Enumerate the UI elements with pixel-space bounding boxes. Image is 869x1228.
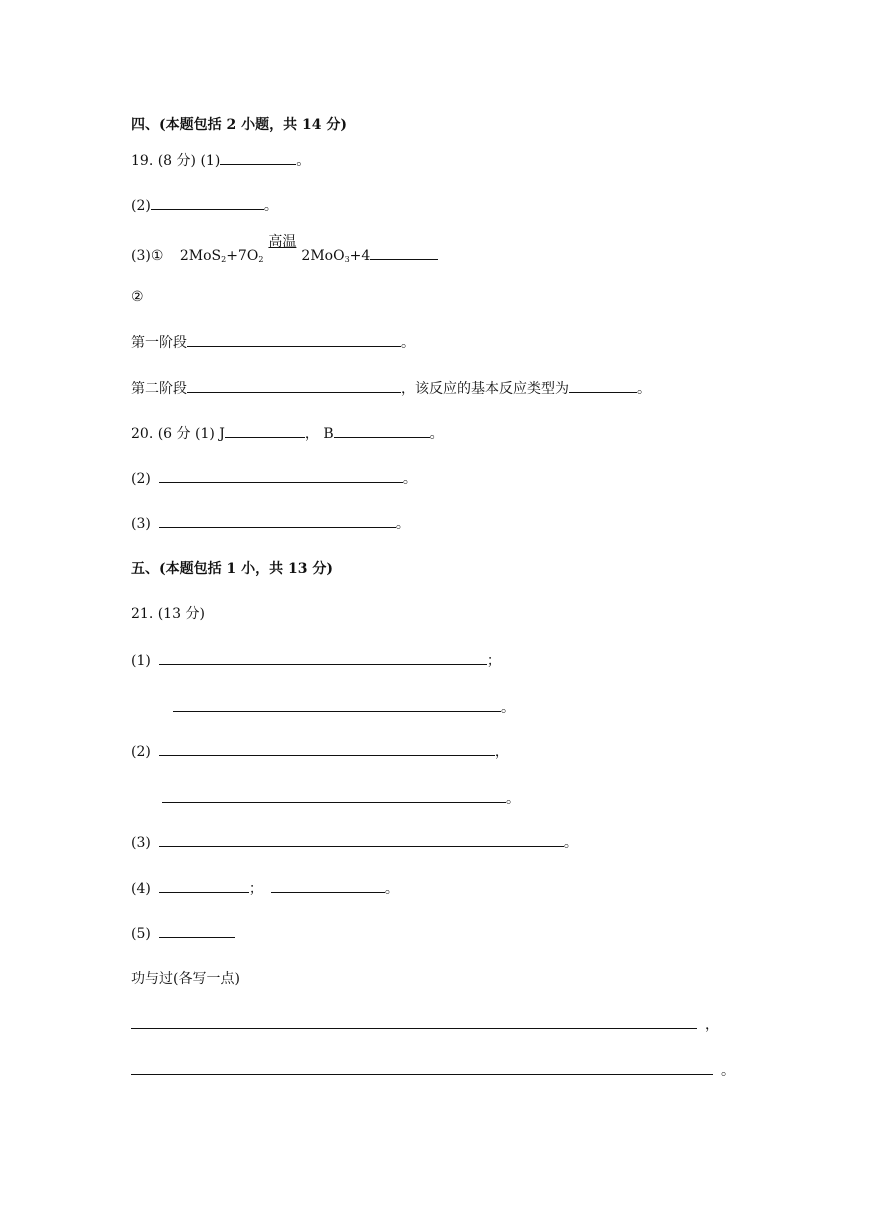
punct: ， (494, 744, 509, 760)
stage2-label: 第二阶段 (131, 381, 187, 397)
stage1-label: 第一阶段 (131, 335, 187, 351)
q21-merit-line-2 (131, 1060, 735, 1081)
punct: 。 (401, 335, 415, 351)
eq-reactant-2: +7O (226, 248, 259, 264)
q20-part3 (131, 513, 410, 534)
q21-part1b (173, 697, 515, 718)
q19-label: 19. (8 分) (1) (131, 153, 221, 169)
punct: ， (705, 1017, 719, 1033)
q19-3-blank[interactable] (370, 245, 438, 260)
q21-merit-label: 功与过(各写一点) (131, 971, 240, 987)
eq-sub: 2 (258, 255, 264, 264)
q21-1b-blank[interactable] (173, 697, 501, 712)
equation (179, 234, 438, 264)
punct: ； (486, 653, 501, 669)
q19-2-label: (2) (131, 198, 151, 214)
q21-1-blank[interactable] (159, 650, 487, 665)
eq-reactant-1: 2MoS (179, 248, 222, 264)
q21-4-label: (4) (131, 881, 151, 897)
q21-3-blank[interactable] (159, 832, 564, 847)
q19-3b-label: ② (131, 289, 144, 305)
q21-4b-blank[interactable] (271, 878, 385, 893)
q21-1-label: (1) (131, 653, 151, 669)
reaction-type-blank[interactable] (569, 378, 637, 393)
q19-part3 (131, 234, 438, 270)
q19-1-blank[interactable] (220, 150, 296, 165)
q20-j-blank[interactable] (225, 423, 305, 438)
punct: 。 (395, 516, 410, 532)
fault-blank[interactable] (131, 1060, 713, 1075)
q21-part1 (131, 650, 501, 671)
q19-part1 (131, 150, 310, 171)
q20-label: 20. (6 分 (1) J (131, 426, 225, 442)
reaction-condition (263, 234, 301, 266)
q21-5-label: (5) (131, 926, 151, 942)
q20-b-label: ， B (304, 426, 334, 442)
q21-2-blank[interactable] (159, 741, 495, 756)
q20-2-label: (2) (131, 471, 151, 487)
q21-5-blank[interactable] (159, 923, 235, 938)
punct: 。 (637, 381, 651, 397)
merit-blank[interactable] (131, 1014, 697, 1029)
punct: 。 (384, 881, 399, 897)
q21-part2 (131, 741, 509, 762)
q21-part3 (131, 832, 578, 853)
q20-part1 (131, 423, 444, 444)
punct: 。 (429, 426, 444, 442)
q21-merit-line-1 (131, 1014, 719, 1035)
q20-part2 (131, 468, 417, 489)
eq-sub: 3 (344, 255, 350, 264)
q21-2-label: (2) (131, 744, 151, 760)
stage1-blank[interactable] (187, 332, 401, 347)
punct: ； (248, 881, 263, 897)
q20-3-label: (3) (131, 516, 151, 532)
q21-3-label: (3) (131, 835, 151, 851)
q21-2b-blank[interactable] (162, 788, 506, 803)
punct: 。 (721, 1063, 735, 1079)
q21-part5 (131, 923, 235, 944)
punct: 。 (563, 835, 578, 851)
q21-4a-blank[interactable] (159, 878, 249, 893)
condition-label: 高温 (268, 234, 297, 250)
q19-3-label: (3)① (131, 248, 164, 264)
q21-part2b (162, 788, 520, 809)
stage2-blank[interactable] (187, 378, 401, 393)
q19-stage2 (131, 378, 651, 399)
q20-b-blank[interactable] (334, 423, 430, 438)
q21-label: 21. (13 分) (131, 606, 205, 622)
q20-2-blank[interactable] (159, 468, 403, 483)
q20-3-blank[interactable] (159, 513, 396, 528)
q19-part2 (131, 195, 278, 216)
punct: 。 (501, 700, 515, 716)
punct: 。 (506, 791, 520, 807)
punct: 。 (402, 471, 417, 487)
eq-sub: 2 (221, 255, 227, 264)
q21-part4 (131, 878, 399, 899)
section-4-heading: 四、(本题包括 2 小题，共 14 分) (131, 117, 347, 133)
stage2-mid-text: ，该反应的基本反应类型为 (401, 381, 569, 397)
punct: 。 (296, 153, 311, 169)
q19-2-blank[interactable] (151, 195, 264, 210)
eq-product-2: +4 (349, 248, 371, 264)
q19-stage1 (131, 332, 415, 353)
punct: 。 (263, 198, 278, 214)
section-5-heading: 五、(本题包括 1 小，共 13 分) (131, 561, 333, 577)
eq-product-1: 2MoO (301, 248, 345, 264)
